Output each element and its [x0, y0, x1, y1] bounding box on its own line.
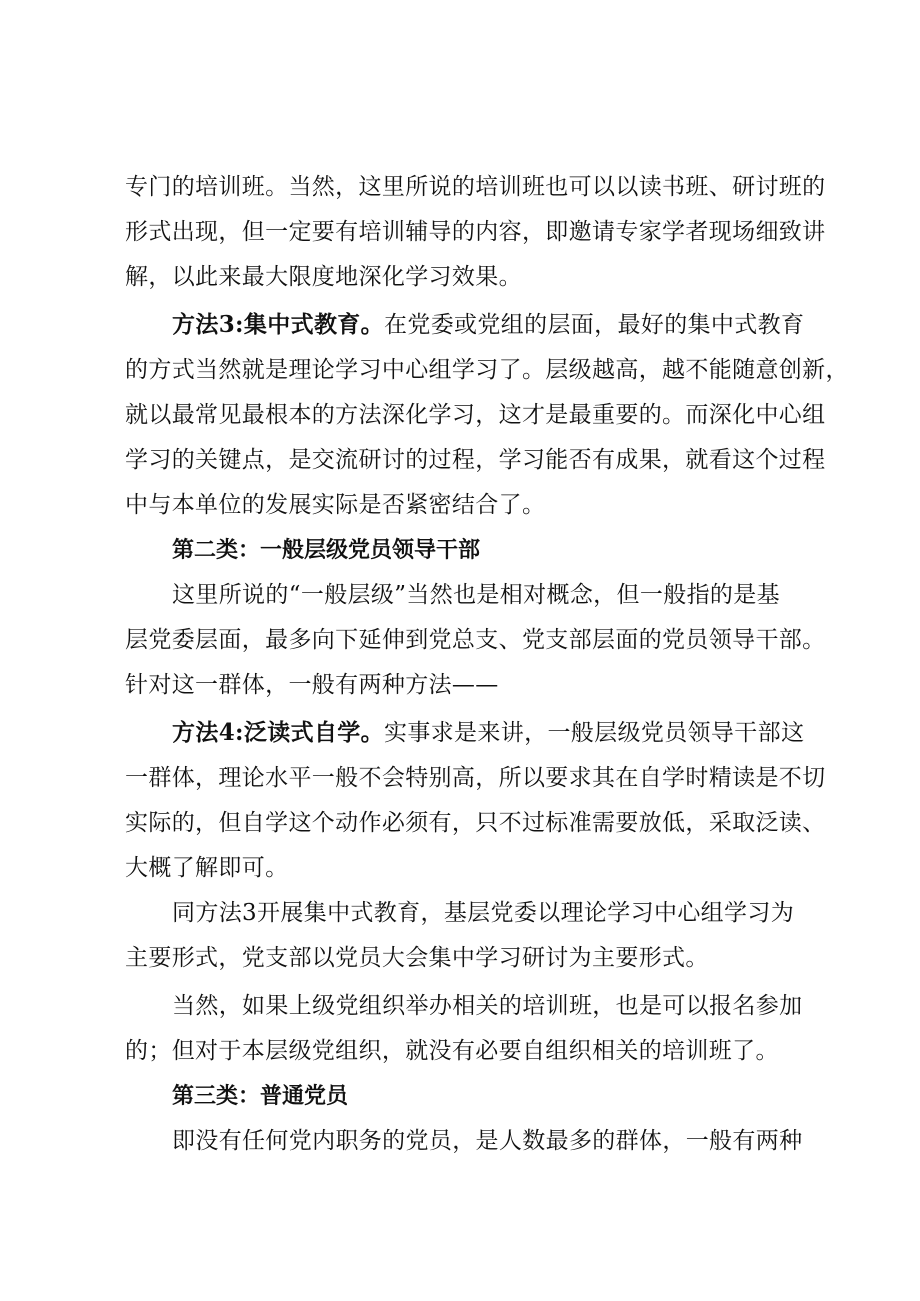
paragraph-line: 层党委层面，最多向下延伸到党总支、党支部层面的党员领导干部。 — [125, 627, 826, 653]
paragraph-line: 同方法3开展集中式教育，基层党委以理论学习中心组学习为 — [172, 900, 795, 926]
paragraph-line: 专门的培训班。当然，这里所说的培训班也可以以读书班、研讨班的 — [125, 174, 826, 200]
paragraph-line: 针对这一群体，一般有两种方法—— — [125, 672, 499, 698]
paragraph-line: 主要形式，党支部以党员大会集中学习研讨为主要形式。 — [125, 945, 709, 971]
paragraph-line: 学习的关键点，是交流研讨的过程，学习能否有成果，就看这个过程 — [125, 447, 826, 473]
method-3-heading: 方法3:集中式教育。 — [172, 311, 384, 338]
paragraph-line: 形式出现，但一定要有培训辅导的内容，即邀请专家学者现场细致讲 — [125, 219, 826, 245]
paragraph-line: 大概了解即可。 — [125, 855, 289, 881]
paragraph-line: 就以最常见最根本的方法深化学习，这才是最重要的。而深化中心组 — [125, 402, 826, 428]
paragraph-line: 一群体，理论水平一般不会特别高，所以要求其在自学时精读是不切 — [125, 765, 826, 791]
paragraph-line — [172, 718, 805, 748]
method-3-text: 在党委或党组的层面，最好的集中式教育 — [384, 312, 805, 338]
paragraph-line: 这里所说的“一般层级”当然也是相对概念，但一般指的是基 — [172, 582, 780, 608]
paragraph-line: 即没有任何党内职务的党员，是人数最多的群体，一般有两种 — [172, 1128, 803, 1154]
paragraph-line: 实际的，但自学这个动作必须有，只不过标准需要放低，采取泛读、 — [125, 810, 826, 836]
method-4-text: 实事求是来讲，一般层级党员领导干部这 — [384, 720, 805, 746]
section-heading-second-category: 第二类：一般层级党员领导干部 — [172, 537, 481, 563]
paragraph-line: 中与本单位的发展实际是否紧密结合了。 — [125, 492, 546, 518]
paragraph-line — [172, 310, 805, 340]
paragraph-line: 的；但对于本层级党组织，就没有必要自组织相关的培训班了。 — [125, 1038, 779, 1064]
method-4-heading: 方法4:泛读式自学。 — [172, 719, 384, 746]
paragraph-line: 的方式当然就是理论学习中心组学习了。层级越高，越不能随意创新， — [125, 357, 849, 383]
paragraph-line: 解，以此来最大限度地深化学习效果。 — [125, 264, 522, 290]
section-heading-third-category: 第三类：普通党员 — [172, 1083, 349, 1109]
paragraph-line: 当然，如果上级党组织举办相关的培训班，也是可以报名参加 — [172, 993, 803, 1019]
